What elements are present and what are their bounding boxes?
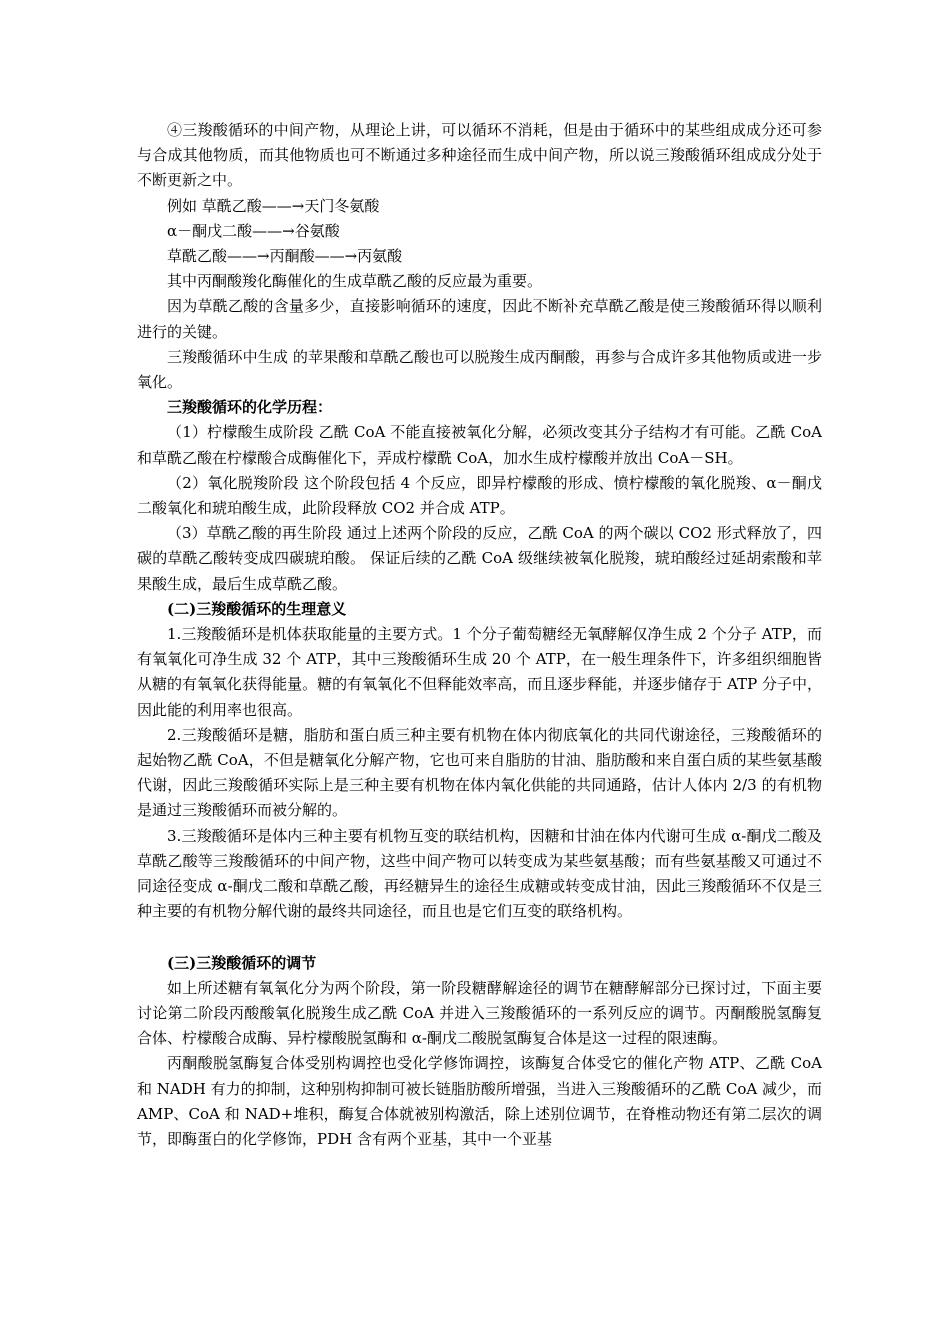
paragraph-citrate-stage: （1）柠檬酸生成阶段 乙酰 CoA 不能直接被氧化分解，必须改变其分子结构才有可能。乙酰 CoA 和草酰乙酸在柠檬酸合成酶催化下，弄成柠檬酰 CoA，加水生成柠檬酸并放出 CoA－SH。 bbox=[137, 423, 822, 467]
heading-physiological-significance: (二)三羧酸循环的生理意义 bbox=[167, 599, 347, 618]
paragraph-oxaloacetate-key: 因为草酰乙酸的含量多少，直接影响循环的速度，因此不断补充草酰乙酸是使三羧酸循环得以顺利进行的关键。 bbox=[137, 297, 822, 341]
paragraph-intermediates-renewal: ④三羧酸循环的中间产物，从理论上讲，可以循环不消耗，但是由于循环中的某些组成成分还可参与合成其他物质，而其他物质也可不断通过多种途径而生成中间产物，所以说三羧酸循环组成成分处于不断更新之中。 bbox=[137, 121, 822, 190]
paragraph-oxidative-decarboxylation-stage: （2）氧化脱羧阶段 这个阶段包括 4 个反应，即异柠檬酸的形成、愤柠檬酸的氧化脱羧、α－酮戊二酸氧化和琥珀酸生成，此阶段释放 CO2 并合成 ATP。 bbox=[137, 473, 822, 518]
paragraph-pyruvate-carboxylase: 其中丙酮酸羧化酶催化的生成草酰乙酸的反应最为重要。 bbox=[167, 272, 543, 291]
paragraph-energy-source: 1.三羧酸循环是机体获取能量的主要方式。1 个分子葡萄糖经无氧酵解仅净生成 2 个分子 ATP，而有氧氧化可净生成 32 个 ATP，其中三羧酸循环生成 20 个 ATP，在一般生理条件下，许多组织细胞皆从糖的有氧氧化获得能量。糖的有氧氧化不但释能效率高，而且逐步释能，并逐步储存于 ATP 分子中，因此能的利用率也很高。 bbox=[137, 625, 822, 719]
paragraph-malate-decarboxylation: 三羧酸循环中生成 的苹果酸和草酰乙酸也可以脱羧生成丙酮酸，再参与合成许多其他物质或进一步氧化。 bbox=[137, 347, 822, 392]
section-chemical-process bbox=[137, 395, 822, 597]
example-line-alanine: 草酰乙酸——→丙酮酸——→丙氨酸 bbox=[167, 247, 403, 266]
paragraph-pdh-regulation: 丙酮酸脱氢酶复合体受别构调控也受化学修饰调控，该酶复合体受它的催化产物 ATP、乙酰 CoA 和 NADH 有力的抑制，这种别构抑制可被长链脂肪酸所增强，当进入三羧酸循环的乙酰 CoA 减少，而 AMP、CoA 和 NAD+堆积，酶复合体就被别构激活，除上述别位调节，在脊椎动物还有第二层次的调节，即酶蛋白的化学修饰，PDH 含有两个亚基，其中一个亚基 bbox=[137, 1054, 822, 1148]
section-physiological-significance bbox=[137, 597, 822, 925]
paragraph-oxaloacetate-regeneration-stage: （3）草酰乙酸的再生阶段 通过上述两个阶段的反应，乙酰 CoA 的两个碳以 CO2 形式释放了，四碳的草酰乙酸转变成四碳琥珀酸。 保证后续的乙酰 CoA 级继续被氧化脱羧，琥珀酸经过延胡索酸和苹果酸生成，最后生成草酰乙酸。 bbox=[137, 524, 822, 593]
section-tca-intermediates bbox=[137, 118, 822, 395]
heading-regulation: (三)三羧酸循环的调节 bbox=[167, 953, 317, 972]
section-regulation bbox=[137, 951, 822, 1153]
paragraph-common-pathway: 2.三羧酸循环是糖，脂肪和蛋白质三种主要有机物在体内彻底氧化的共同代谢途径，三羧酸循环的起始物乙酰 CoA，不但是糖氧化分解产物，它也可来自脂肪的甘油、脂肪酸和来自蛋白质的某些氨基酸代谢，因此三羧酸循环实际上是三种主要有机物在体内氧化供能的共同通路，估计人体内 2/3 的有机物是通过三羧酸循环而被分解的。 bbox=[137, 725, 822, 820]
paragraph-interconversion-hub: 3.三羧酸循环是体内三种主要有机物互变的联结机构，因糖和甘油在体内代谢可生成 α-酮戊二酸及草酰乙酸等三羧酸循环的中间产物，这些中间产物可以转变成为某些氨基酸；而有些氨基酸又可通过不同途径变成 α-酮戊二酸和草酰乙酸，再经糖异生的途径生成糖或转变成甘油，因此三羧酸循环不仅是三种主要的有机物分解代谢的最终共同途径，而且也是它们互变的联络机构。 bbox=[137, 826, 822, 921]
paragraph-rate-limiting-enzymes: 如上所述糖有氧氧化分为两个阶段，第一阶段糖酵解途径的调节在糖酵解部分已探讨过，下面主要讨论第二阶段丙酸酸氧化脱羧生成乙酰 CoA 并进入三羧酸循环的一系列反应的调节。丙酮酸脱氢酶复合体、柠檬酸合成酶、异柠檬酸脱氢酶和 α-酮戊二酸脱氢酶复合体是这一过程的限速酶。 bbox=[137, 978, 822, 1048]
heading-chemical-process: 三羧酸循环的化学历程： bbox=[167, 398, 333, 417]
section-spacer bbox=[137, 925, 822, 951]
example-line-glutamate: α－酮戊二酸——→谷氨酸 bbox=[167, 221, 340, 240]
example-line-aspartate: 例如 草酰乙酸——→天门冬氨酸 bbox=[167, 196, 380, 215]
